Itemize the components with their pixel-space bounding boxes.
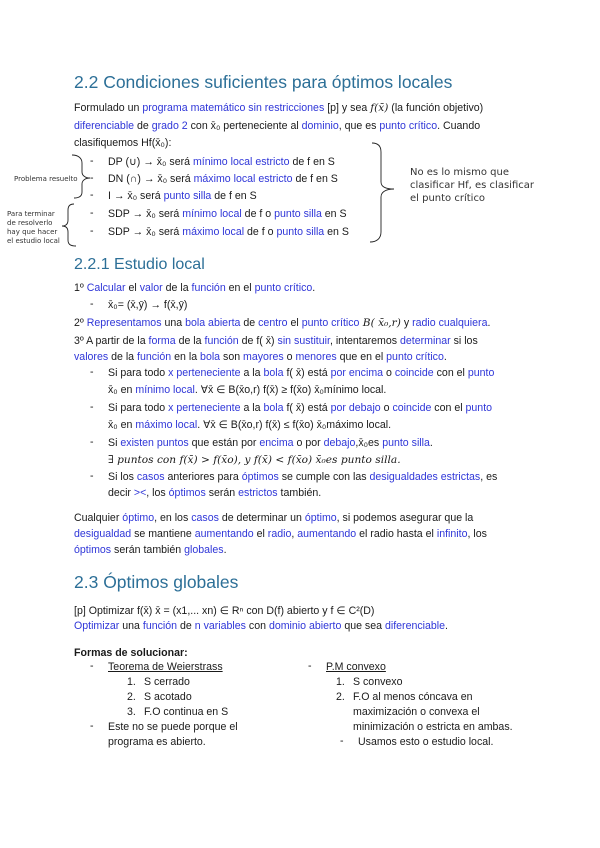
list-dash: - <box>340 735 344 747</box>
bullet-saddle: Si existen puntos que están por encima o por debajo,x̄₀es punto silla. <box>108 437 433 449</box>
convex-note: Usamos esto o estudio local. <box>358 736 494 748</box>
step-3: 3º A partir de la forma de la función de f( x̄) sin sustituir, intentaremos determinar si los <box>74 335 478 347</box>
section-title-2-2-1: 2.2.1 Estudio local <box>74 256 205 273</box>
step-3: valores de la función en la bola son mayores o menores que en el punto crítico. <box>74 351 447 363</box>
numbered-item: 1. <box>127 676 136 688</box>
list-dash: - <box>90 207 94 219</box>
numbered-item-text: minimización o estricta en ambas. <box>353 721 513 733</box>
paragraph-global: Cualquier óptimo, en los casos de determinar un óptimo, si podemos asegurar que la <box>74 512 474 524</box>
list-dash: - <box>90 225 94 237</box>
list-item: I → x̄₀ será punto silla de f en S <box>108 190 257 202</box>
weierstrass-note: programa es abierto. <box>108 736 206 748</box>
list-dash: - <box>90 720 94 732</box>
method-weierstrass: Teorema de Weierstrass <box>108 661 223 673</box>
bullet-saddle: ∃ puntos con f(x̄) > f(x̄o), y f(x̄) < f(x̄o) x̄₀es punto silla. <box>108 454 401 466</box>
handwritten-note-left: Para terminar de resolverlo hay que hacer el estudio local <box>7 210 60 245</box>
step-2: 2º Representamos una bola abierta de centro el punto crítico B( x̄₀,r) y radio cualquiera. <box>74 317 491 329</box>
subheading-formas: Formas de solucionar: <box>74 647 188 659</box>
paragraph-line: Formulado un programa matemático sin restricciones [p] y sea f(x̄) (la función objetivo) <box>74 102 484 114</box>
section-title-2-2: 2.2 Condiciones suficientes para óptimos locales <box>74 72 453 92</box>
paragraph-line: diferenciable de grado 2 con x̄₀ perteneciente al dominio, que es punto crítico. Cuando <box>74 120 481 132</box>
bullet-strict: Si los casos anteriores para óptimos se cumple con las desigualdades estrictas, es <box>108 471 498 483</box>
list-item: DN (∩) → x̄₀ será máximo local estricto de f en S <box>108 173 338 185</box>
handwritten-note-left: Problema resuelto <box>14 175 78 183</box>
list-item: DP (∪) → x̄₀ será mínimo local estricto de f en S <box>108 156 335 168</box>
paragraph-line: clasifiquemos Hf(x̄₀): <box>74 137 172 149</box>
numbered-item-text: S convexo <box>353 676 403 688</box>
section-title-2-3: 2.3 Óptimos globales <box>74 572 239 592</box>
paragraph-global: óptimos serán también globales. <box>74 544 227 556</box>
numbered-item-text: maximización o convexa el <box>353 706 480 718</box>
list-dash: - <box>90 401 94 413</box>
numbered-item-text: F.O continua en S <box>144 706 229 718</box>
problem-description: Optimizar una función de n variables con dominio abierto que sea diferenciable. <box>74 620 448 632</box>
list-item: SDP → x̄₀ será mínimo local de f o punto silla en S <box>108 208 347 220</box>
bullet-maximum: x̄₀ en máximo local. ∀x̄ ∈ B(x̄o,r) f(x̄) ≤ f(x̄o) x̄₀máximo local. <box>108 419 392 431</box>
list-dash: - <box>308 660 312 672</box>
step-1: 1º Calcular el valor de la función en el punto crítico. <box>74 282 316 294</box>
method-convex: P.M convexo <box>326 661 386 673</box>
list-dash: - <box>90 436 94 448</box>
step-1-detail: x̄₀= (x̄,ȳ) → f(x̄,ȳ) <box>108 299 188 311</box>
numbered-item: 2. <box>336 691 345 703</box>
paragraph-global: desigualdad se mantiene aumentando el radio, aumentando el radio hasta el infinito, los <box>74 528 487 540</box>
list-dash: - <box>90 298 94 310</box>
bullet-minimum: x̄₀ en mínimo local. ∀x̄ ∈ B(x̄o,r) f(x̄) ≥ f(x̄o) x̄₀mínimo local. <box>108 384 387 396</box>
numbered-item-text: S cerrado <box>144 676 190 688</box>
numbered-item: 1. <box>336 676 345 688</box>
list-dash: - <box>90 470 94 482</box>
numbered-item-text: S acotado <box>144 691 192 703</box>
problem-statement: [p] Optimizar f(x̄) x̄ = (x1,... xn) ∈ Rⁿ con D(f) abierto y f ∈ C²(D) <box>74 605 375 617</box>
bullet-strict: decir ><, los óptimos serán estrictos también. <box>108 487 322 499</box>
handwritten-note-right: No es lo mismo que clasificar Hf, es clasificar el punto crítico <box>410 167 534 204</box>
list-dash: - <box>90 172 94 184</box>
bullet-minimum: Si para todo x perteneciente a la bola f( x̄) está por encima o coincide con el punto <box>108 367 495 379</box>
weierstrass-note: Este no se puede porque el <box>108 721 238 733</box>
bullet-maximum: Si para todo x perteneciente a la bola f( x̄) está por debajo o coincide con el punto <box>108 402 493 414</box>
list-dash: - <box>90 189 94 201</box>
list-dash: - <box>90 366 94 378</box>
numbered-item: 3. <box>127 706 136 718</box>
numbered-item: 2. <box>127 691 136 703</box>
list-dash: - <box>90 660 94 672</box>
list-dash: - <box>90 155 94 167</box>
list-item: SDP → x̄₀ será máximo local de f o punto silla en S <box>108 226 349 238</box>
numbered-item-text: F.O al menos cóncava en <box>353 691 473 703</box>
